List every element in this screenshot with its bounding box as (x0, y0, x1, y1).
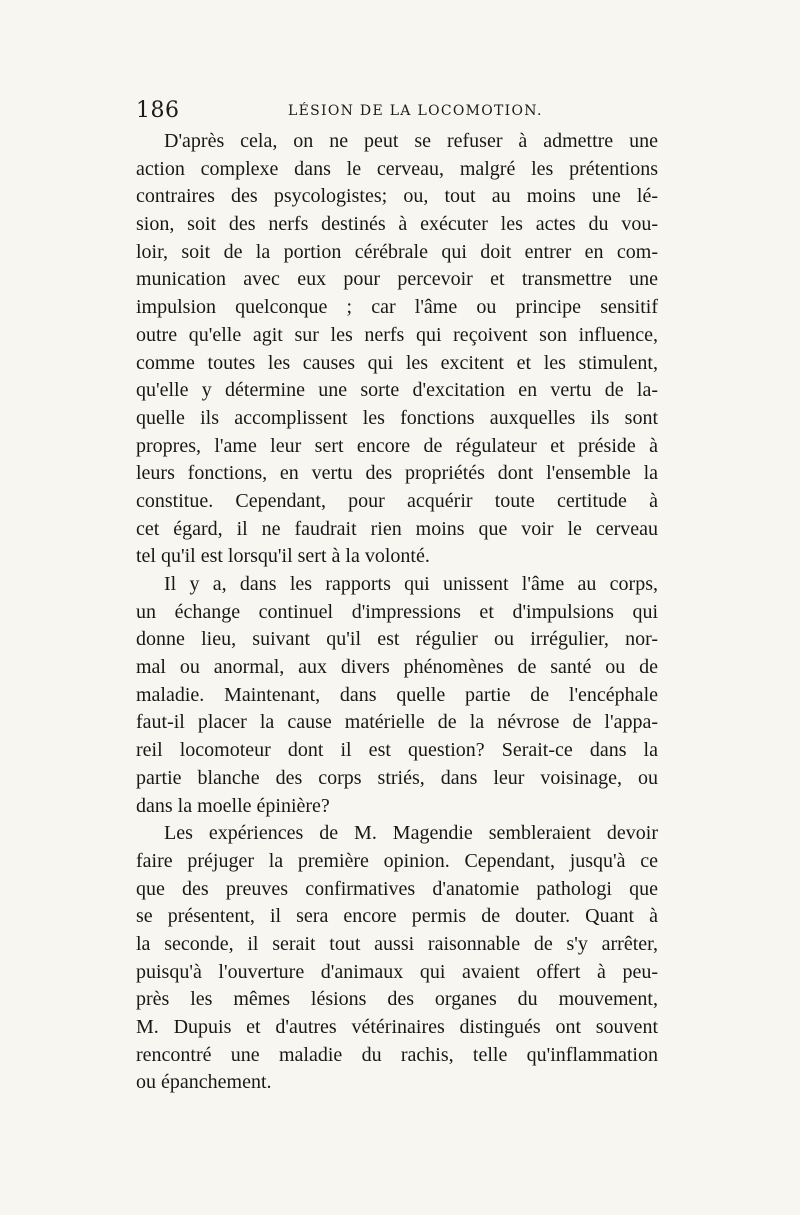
text-line: maladie. Maintenant, dans quelle partie de l'encéphale (136, 683, 658, 706)
text-line: reil locomoteur dont il est question? Serait-ce dans la (136, 739, 658, 762)
text-line: rencontré une maladie du rachis, telle qu'inflammation (136, 1043, 658, 1066)
text-line: qu'elle y détermine une sorte d'excitation en vertu de la- (136, 379, 658, 402)
text-line: que des preuves confirmatives d'anatomie pathologi que (136, 877, 658, 900)
text-line: ou épanchement. (136, 1071, 272, 1094)
text-line: D'après cela, on ne peut se refuser à admettre une (164, 130, 658, 152)
text-line: propres, l'ame leur sert encore de régulateur et préside à (136, 434, 658, 457)
text-line: impulsion quelconque ; car l'âme ou principe sensitif (136, 296, 658, 319)
page-number: 186 (136, 98, 180, 123)
text-line: action complexe dans le cerveau, malgré les prétentions (136, 157, 658, 180)
running-head (136, 98, 668, 128)
text-line: contraires des psycologistes; ou, tout au moins une lé- (136, 185, 658, 208)
text-line: se présentent, il sera encore permis de douter. Quant à (136, 905, 658, 928)
text-line: loir, soit de la portion cérébrale qui doit entrer en com- (136, 240, 658, 263)
text-line: près les mêmes lésions des organes du mouvement, (136, 988, 658, 1011)
text-line: un échange continuel d'impressions et d'impulsions qui (136, 600, 658, 623)
text-line: puisqu'à l'ouverture d'animaux qui avaient offert à peu- (136, 960, 658, 983)
text-line: tel qu'il est lorsqu'il sert à la volonté. (136, 545, 430, 568)
text-line: M. Dupuis et d'autres vétérinaires distingués ont souvent (136, 1016, 658, 1038)
text-line: faut-il placer la cause matérielle de la névrose de l'appa- (136, 711, 658, 734)
text-line: la seconde, il serait tout aussi raisonnable de s'y arrêter, (136, 932, 658, 955)
text-line: quelle ils accomplissent les fonctions auxquelles ils sont (136, 406, 658, 429)
text-line: comme toutes les causes qui les excitent et les stimulent, (136, 351, 658, 374)
text-line: constitue. Cependant, pour acquérir toute certitude à (136, 489, 658, 512)
text-line: dans la moelle épinière? (136, 794, 330, 817)
text-line: mal ou anormal, aux divers phénomènes de santé ou de (136, 656, 658, 679)
running-title: LÉSION DE LA LOCOMOTION. (288, 103, 543, 119)
text-line: Il y a, dans les rapports qui unissent l'âme au corps, (164, 573, 658, 595)
text-line: donne lieu, suivant qu'il est régulier ou irrégulier, nor- (136, 628, 658, 651)
text-line: leurs fonctions, en vertu des propriétés dont l'ensemble la (136, 462, 658, 485)
text-line: outre qu'elle agit sur les nerfs qui reçoivent son influence, (136, 323, 658, 346)
text-line: cet égard, il ne faudrait rien moins que voir le cerveau (136, 517, 658, 540)
text-line: sion, soit des nerfs destinés à exécuter les actes du vou- (136, 213, 658, 236)
text-line: partie blanche des corps striés, dans leur voisinage, ou (136, 766, 658, 789)
body-text (136, 128, 658, 1097)
text-line: Les expériences de M. Magendie sembleraient devoir (164, 822, 658, 845)
text-line: faire préjuger la première opinion. Cependant, jusqu'à ce (136, 849, 658, 872)
text-line: munication avec eux pour percevoir et transmettre une (136, 268, 658, 291)
